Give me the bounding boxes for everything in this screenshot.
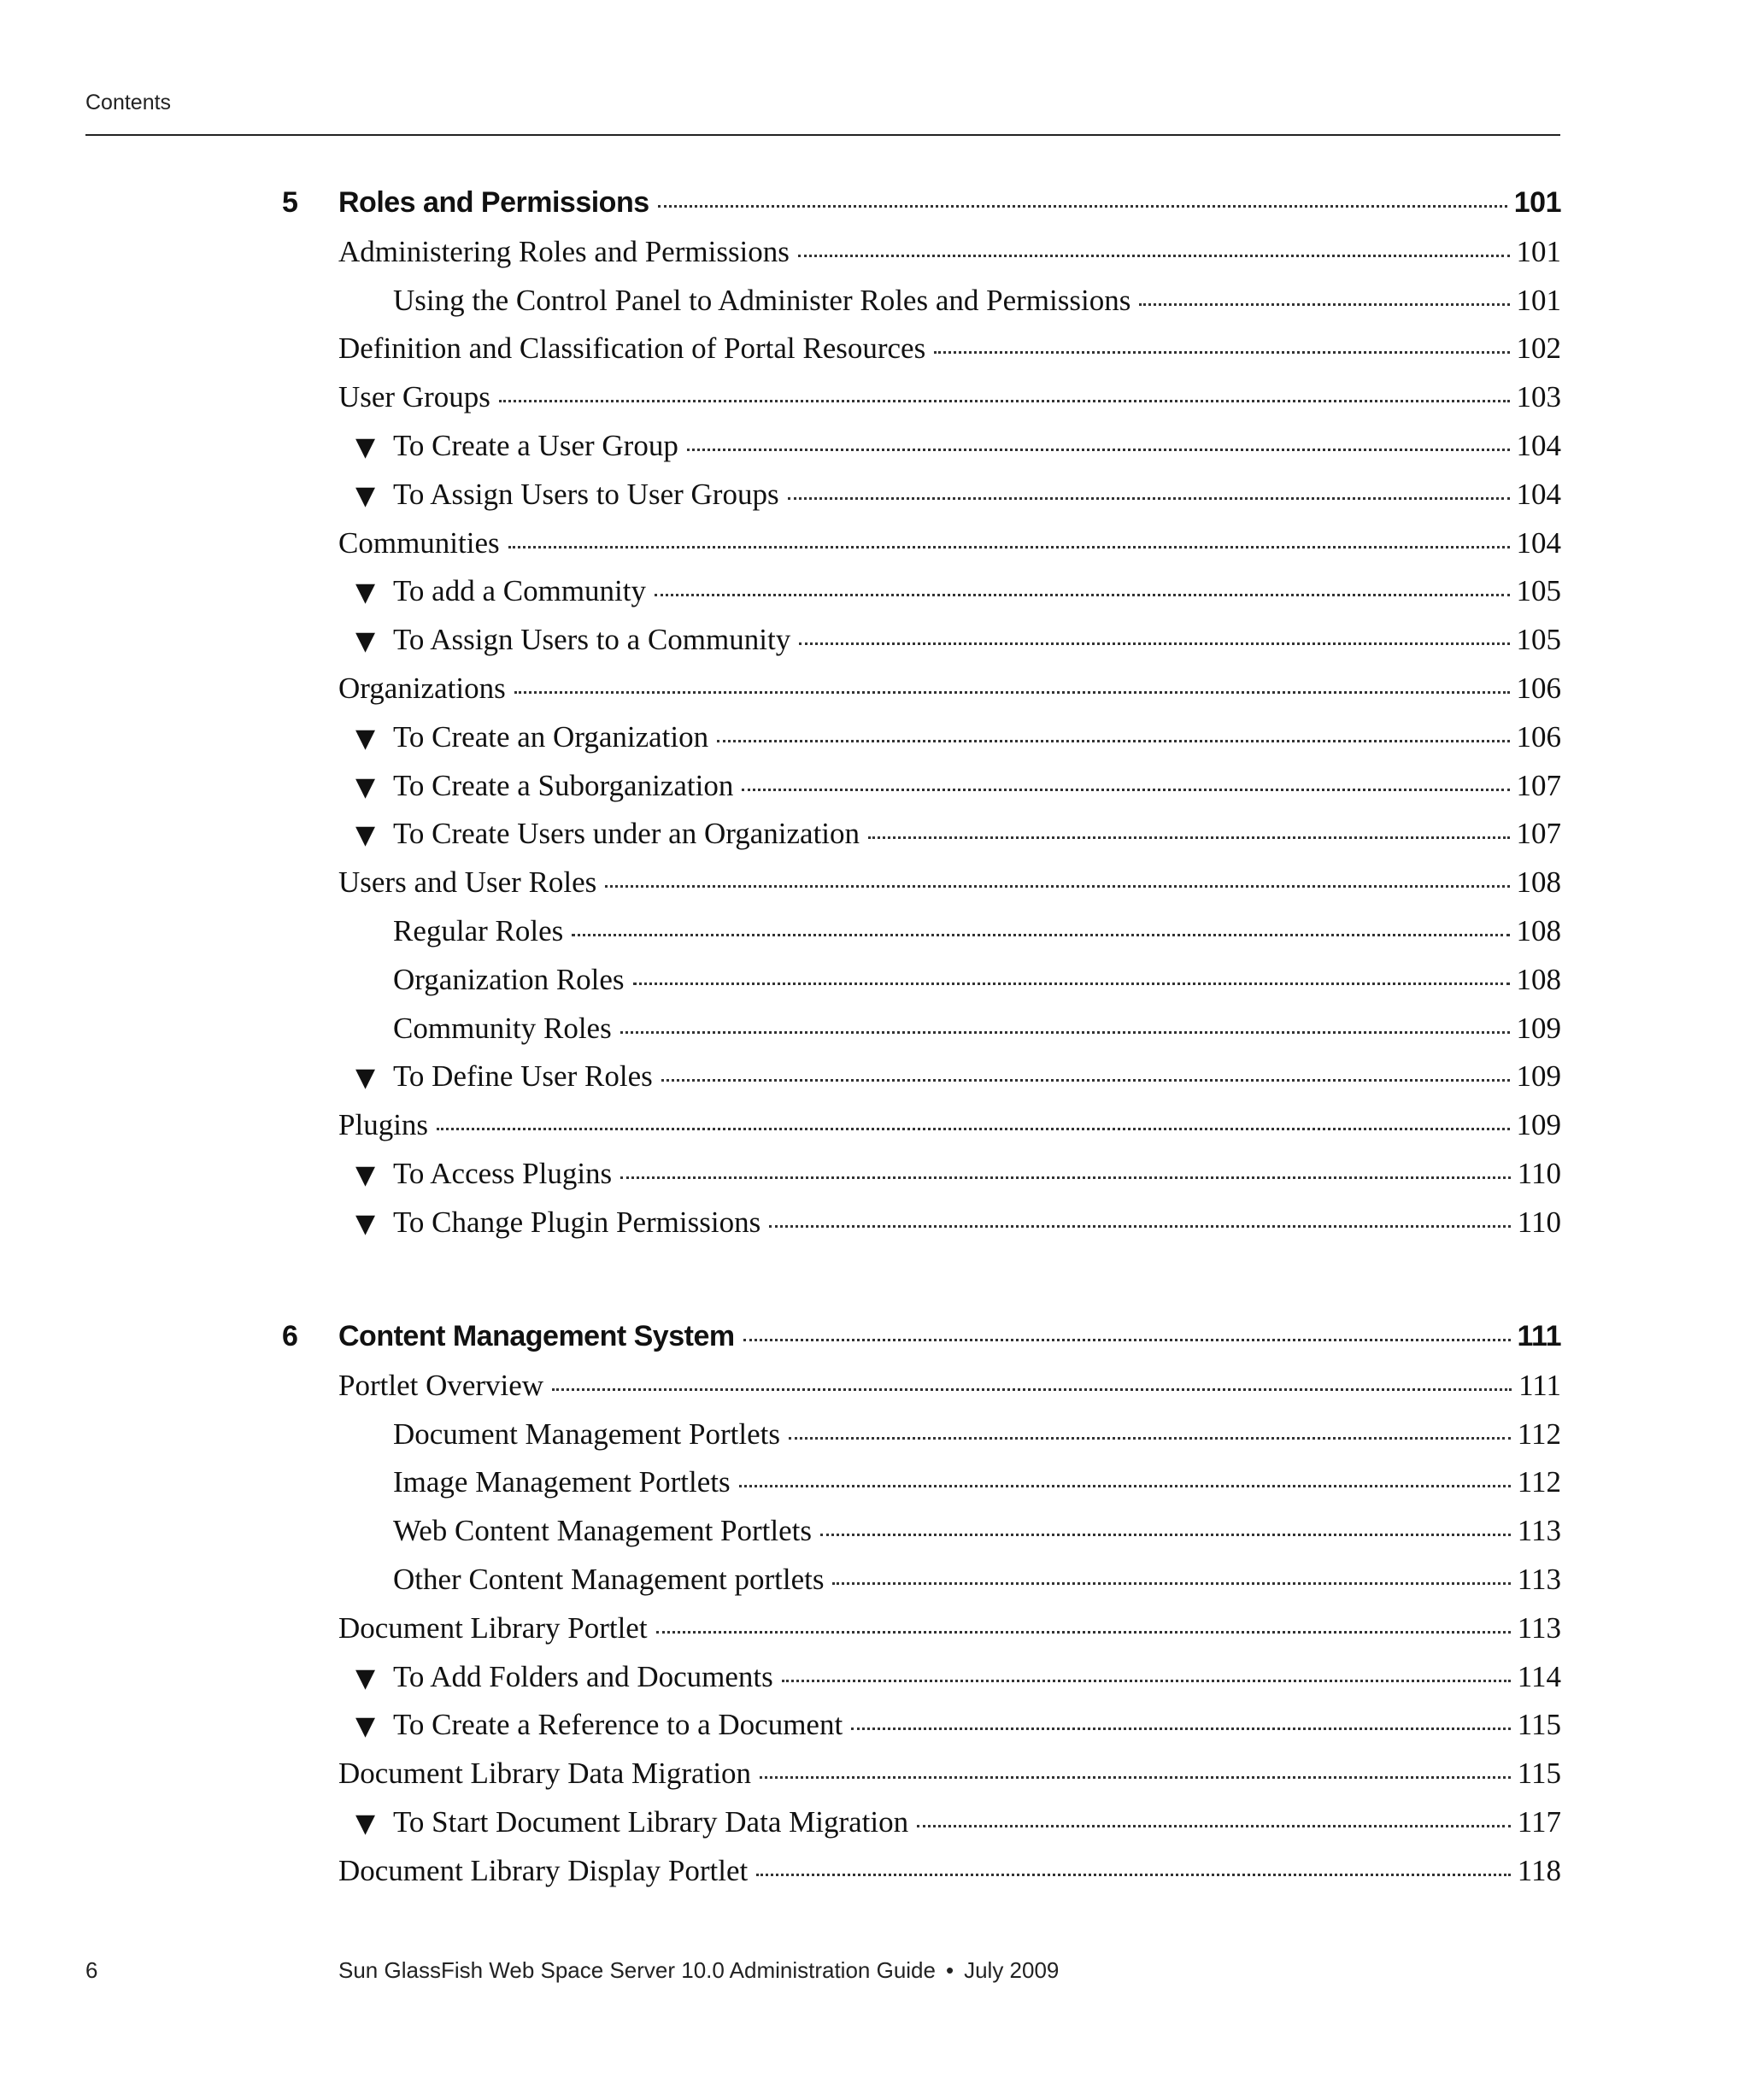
toc-entry[interactable] (338, 380, 1561, 421)
triangle-down-icon: ▼ (355, 1063, 376, 1094)
page-number: 107 (1516, 817, 1561, 851)
dot-leader (514, 691, 1510, 694)
footer-page-number: 6 (85, 1957, 98, 1983)
entry-title: Administering Roles and Permissions (338, 234, 790, 268)
dot-leader (499, 400, 1510, 402)
dot-leader (820, 1534, 1511, 1536)
entry-title: To Assign Users to a Community (393, 623, 791, 657)
dot-leader (508, 546, 1510, 548)
page-number: 108 (1516, 914, 1561, 947)
entry-title: Plugins (338, 1108, 429, 1142)
dot-leader (620, 1176, 1511, 1179)
toc-entry[interactable] (355, 1805, 1561, 1846)
entry-title: Users and User Roles (338, 865, 597, 900)
dot-leader (658, 205, 1507, 208)
entry-title: Definition and Classification of Portal Resources (338, 331, 926, 366)
dot-leader (789, 1437, 1511, 1440)
triangle-down-icon: ▼ (355, 1208, 376, 1239)
entry-title: Document Management Portlets (393, 1417, 780, 1451)
dot-leader (633, 983, 1510, 985)
toc-entry[interactable] (355, 429, 1561, 470)
page-number: 103 (1516, 380, 1561, 414)
page-number: 109 (1516, 1108, 1561, 1142)
dot-leader (687, 449, 1510, 451)
toc-entry[interactable] (338, 1757, 1561, 1798)
dot-leader (760, 1776, 1511, 1779)
toc-entry[interactable] (355, 478, 1561, 519)
footer-separator: • (945, 1957, 954, 1983)
dot-leader (769, 1225, 1511, 1228)
page-number: 109 (1516, 1059, 1561, 1094)
toc-entry[interactable] (355, 817, 1561, 858)
toc-entry[interactable] (393, 914, 1561, 955)
page-number: 102 (1516, 331, 1561, 366)
entry-title: Community Roles (393, 1011, 612, 1045)
entry-title: Organizations (338, 672, 506, 705)
page-number: 110 (1517, 1157, 1561, 1190)
toc-entry[interactable] (393, 963, 1561, 1004)
page-number: 112 (1517, 1417, 1561, 1451)
dot-leader (717, 740, 1509, 742)
toc-entry[interactable] (338, 526, 1561, 567)
page-number: 111 (1517, 1320, 1561, 1352)
entry-title: Document Library Display Portlet (338, 1853, 749, 1887)
chapter-number: 6 (282, 1320, 298, 1352)
entry-title: To Add Folders and Documents (393, 1659, 773, 1693)
page-number: 105 (1516, 574, 1561, 608)
triangle-down-icon: ▼ (355, 723, 376, 754)
dot-leader (437, 1128, 1509, 1130)
toc-entry[interactable] (393, 1417, 1561, 1458)
toc-entry[interactable] (338, 672, 1561, 713)
page-number: 113 (1517, 1563, 1561, 1596)
dot-leader (799, 642, 1509, 645)
page-number: 118 (1517, 1853, 1561, 1887)
page-number: 108 (1516, 865, 1561, 900)
page-number: 107 (1516, 768, 1561, 802)
entry-title: Regular Roles (393, 914, 564, 947)
dot-leader (1139, 303, 1509, 306)
page-number: 106 (1516, 719, 1561, 754)
entry-title: To Access Plugins (393, 1157, 613, 1190)
triangle-down-icon: ▼ (355, 771, 376, 802)
page-number: 104 (1516, 429, 1561, 462)
triangle-down-icon: ▼ (355, 480, 376, 511)
page-number: 111 (1518, 1368, 1561, 1402)
toc-entry[interactable] (338, 865, 1561, 906)
entry-title: To add a Community (393, 574, 646, 608)
dot-leader (552, 1388, 1512, 1391)
dot-leader (851, 1728, 1511, 1730)
footer-date: July 2009 (964, 1957, 1060, 1983)
toc-entry[interactable] (355, 1059, 1561, 1100)
triangle-down-icon: ▼ (355, 820, 376, 851)
toc-entry[interactable] (355, 574, 1561, 615)
toc-entry[interactable] (338, 1611, 1561, 1652)
page-number: 101 (1516, 234, 1561, 268)
entry-title: User Groups (338, 380, 490, 414)
footer-book-info (338, 1957, 1059, 1984)
entry-title: Document Library Portlet (338, 1610, 648, 1645)
chapter-title: Roles and Permissions (338, 186, 649, 219)
chapter-heading[interactable] (282, 1320, 1561, 1361)
triangle-down-icon: ▼ (355, 1160, 376, 1190)
toc-entry[interactable] (393, 1514, 1561, 1555)
entry-title: To Create Users under an Organization (393, 817, 860, 851)
page-number: 105 (1516, 623, 1561, 657)
dot-leader (661, 1079, 1510, 1082)
chapter-number: 5 (282, 186, 298, 219)
entry-title: Using the Control Panel to Administer Roles and Permissions (393, 283, 1131, 317)
entry-title: To Create a Reference to a Document (393, 1708, 843, 1742)
entry-title: Portlet Overview (338, 1368, 544, 1402)
triangle-down-icon: ▼ (355, 578, 376, 608)
page-number: 115 (1517, 1708, 1561, 1742)
toc-entry[interactable] (355, 720, 1561, 761)
entry-title: Communities (338, 525, 500, 560)
chapter-heading[interactable] (282, 186, 1561, 227)
entry-title: To Start Document Library Data Migration (393, 1805, 909, 1839)
toc-entry[interactable] (338, 1369, 1561, 1410)
page-number: 101 (1513, 186, 1561, 219)
entry-title: To Create an Organization (393, 719, 709, 754)
page-number: 101 (1516, 283, 1561, 317)
toc-entry[interactable] (393, 1012, 1561, 1053)
page-number: 104 (1516, 525, 1561, 560)
triangle-down-icon: ▼ (355, 1711, 376, 1742)
dot-leader (739, 1485, 1511, 1487)
page-number: 114 (1517, 1659, 1561, 1693)
toc-entry[interactable] (338, 1108, 1561, 1149)
dot-leader (620, 1031, 1510, 1034)
page-number: 113 (1517, 1514, 1561, 1548)
dot-leader (656, 1631, 1511, 1634)
page-number: 106 (1516, 672, 1561, 705)
dot-leader (782, 1680, 1511, 1682)
toc-entry[interactable] (338, 235, 1561, 276)
dot-leader (934, 351, 1509, 354)
entry-title: To Create a User Group (393, 429, 678, 462)
entry-title: Other Content Management portlets (393, 1563, 825, 1596)
header-rule (85, 134, 1560, 136)
dot-leader (917, 1825, 1511, 1827)
dot-leader (655, 594, 1510, 596)
toc-entry[interactable] (355, 1660, 1561, 1701)
toc-entry[interactable] (355, 1157, 1561, 1198)
chapter-title: Content Management System (338, 1320, 735, 1352)
page-number: 113 (1517, 1610, 1561, 1645)
dot-leader (798, 255, 1510, 257)
toc-entry[interactable] (338, 331, 1561, 372)
dot-leader (743, 1339, 1511, 1341)
entry-title: Web Content Management Portlets (393, 1514, 812, 1548)
entry-title: To Create a Suborganization (393, 768, 734, 802)
toc-entry[interactable] (393, 1465, 1561, 1506)
page-number: 109 (1516, 1011, 1561, 1045)
entry-title: Organization Roles (393, 962, 625, 996)
dot-leader (756, 1874, 1511, 1876)
page-number: 104 (1516, 477, 1561, 511)
toc-entry[interactable] (393, 284, 1561, 325)
dot-leader (788, 497, 1510, 500)
toc-entry[interactable] (355, 769, 1561, 810)
triangle-down-icon: ▼ (355, 432, 376, 462)
toc-entry[interactable] (393, 1563, 1561, 1604)
toc-entry[interactable] (338, 1854, 1561, 1895)
toc-entry[interactable] (355, 1708, 1561, 1749)
dot-leader (742, 789, 1509, 791)
entry-title: To Assign Users to User Groups (393, 477, 779, 511)
triangle-down-icon: ▼ (355, 1663, 376, 1693)
triangle-down-icon: ▼ (355, 1809, 376, 1839)
page-number: 110 (1517, 1205, 1561, 1239)
triangle-down-icon: ▼ (355, 626, 376, 657)
dot-leader (572, 934, 1509, 936)
dot-leader (868, 836, 1509, 839)
page-number: 108 (1516, 962, 1561, 996)
dot-leader (832, 1582, 1510, 1585)
entry-title: Document Library Data Migration (338, 1757, 752, 1791)
entry-title: To Define User Roles (393, 1059, 653, 1094)
dot-leader (605, 885, 1509, 888)
page-number: 112 (1517, 1465, 1561, 1499)
toc-entry[interactable] (355, 623, 1561, 664)
page-number: 115 (1517, 1757, 1561, 1791)
entry-title: To Change Plugin Permissions (393, 1205, 761, 1239)
footer-book-title: Sun GlassFish Web Space Server 10.0 Administration Guide (338, 1957, 936, 1983)
page-number: 117 (1517, 1805, 1561, 1839)
entry-title: Image Management Portlets (393, 1465, 731, 1499)
toc-entry[interactable] (355, 1205, 1561, 1247)
running-head: Contents (85, 91, 172, 114)
